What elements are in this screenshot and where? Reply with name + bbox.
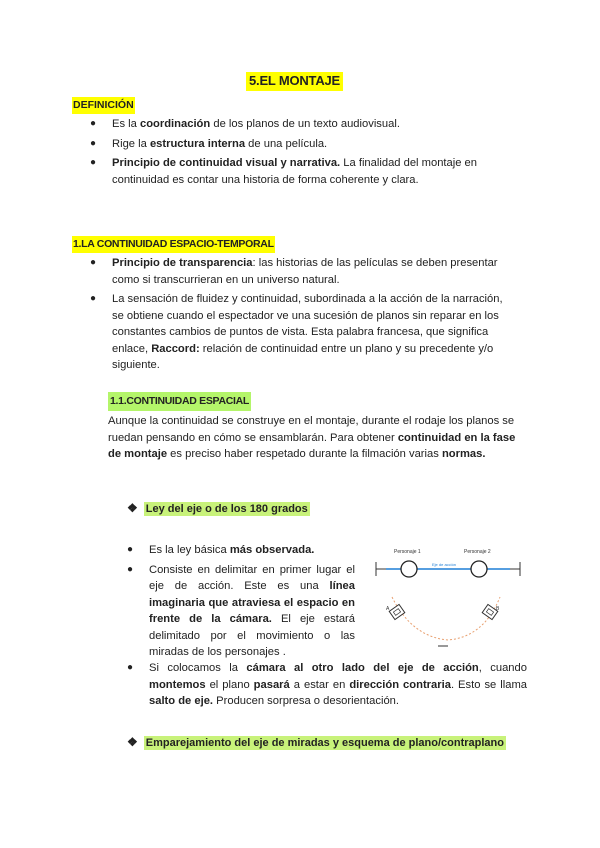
label-personaje-1: Personaje 1: [394, 549, 421, 555]
bullet-icon: ●: [127, 563, 134, 575]
bullet-icon: ●: [90, 257, 97, 268]
section-heading: 1.LA CONTINUIDAD ESPACIO-TEMPORAL: [72, 236, 275, 253]
bullet-icon: ●: [127, 544, 134, 555]
bullet-icon: ●: [127, 662, 134, 673]
character-1-icon: [401, 561, 417, 577]
list-item: ● Si colocamos la cámara al otro lado del eje de acción, cuando montemos el plano pasará a estar en dirección contraria. Esto se llama salto de eje. Producen sorpresa o desorientación.: [127, 662, 527, 707]
list-item: ● Principio de transparencia: las historias de las películas se deben presentar como si transcurrieran en un universo natural.: [90, 257, 498, 286]
camera-a-icon: [389, 604, 405, 619]
label-personaje-2: Personaje 2: [464, 549, 491, 555]
definicion-heading: DEFINICIÓN: [72, 97, 135, 114]
camera-a-label: A: [386, 606, 390, 612]
axis-label: Eje de acción: [432, 562, 457, 567]
subsection-heading: 1.1.CONTINUIDAD ESPACIAL: [108, 392, 251, 411]
list-item: ● Principio de continuidad visual y narrativa. La finalidad del montaje en continuidad es contar una historia de forma coherente y clara.: [90, 157, 478, 186]
definicion-list: [90, 116, 500, 191]
bullet-icon: ●: [90, 137, 97, 149]
diamond-bullet-icon: ❖: [127, 501, 138, 515]
list-item: ● Rige la estructura interna de una película.: [90, 136, 500, 153]
ley-list-a: [127, 542, 355, 664]
list-item: ● Es la coordinación de los planos de un texto audiovisual.: [90, 116, 500, 133]
page-title: 5.EL MONTAJE: [246, 72, 343, 91]
character-2-icon: [471, 561, 487, 577]
list-item: ● Es la ley básica más observada.: [127, 542, 355, 559]
camera-arc: [392, 597, 500, 640]
diamond-bullet-icon: ❖: [127, 735, 138, 749]
bullet-icon: ●: [90, 118, 97, 129]
bullet-icon: ●: [90, 293, 97, 304]
eje-diagram: [372, 542, 524, 650]
bullet-icon: ●: [90, 157, 97, 168]
seccion1-list: [90, 255, 510, 377]
ley-heading: ❖ Ley del eje o de los 180 grados: [127, 501, 308, 515]
subsection-paragraph: Aunque la continuidad se construye en el montaje, durante el rodaje los planos se ruedan pensando en cómo se ensamblarán. Para obtener continuidad en la fase de montaje es preciso haber respetado durante la filmación varias normas.: [108, 415, 516, 460]
ley-list-b: [127, 660, 527, 713]
emparejamiento-heading: ❖ Emparejamiento del eje de miradas y esquema de plano/contraplano: [127, 735, 504, 749]
list-item: ● La sensación de fluidez y continuidad, subordinada a la acción de la narración, se obtiene cuando el espectador ve una sucesión de planos sin reparar en los constantes cambios de puntos de vista. Esta palabra francesa, que significa enlace, Raccord: relación de continuidad entre un plano y su precedente y/o siguiente.: [90, 293, 503, 371]
list-item: ● Consiste en delimitar en primer lugar el eje de acción. Este es una línea imaginaria que atraviesa el espacio en frente de la cámara. El eje estará delimitado por el movimiento o las miradas de los personajes .: [127, 563, 356, 658]
camera-b-label: B: [496, 606, 500, 612]
